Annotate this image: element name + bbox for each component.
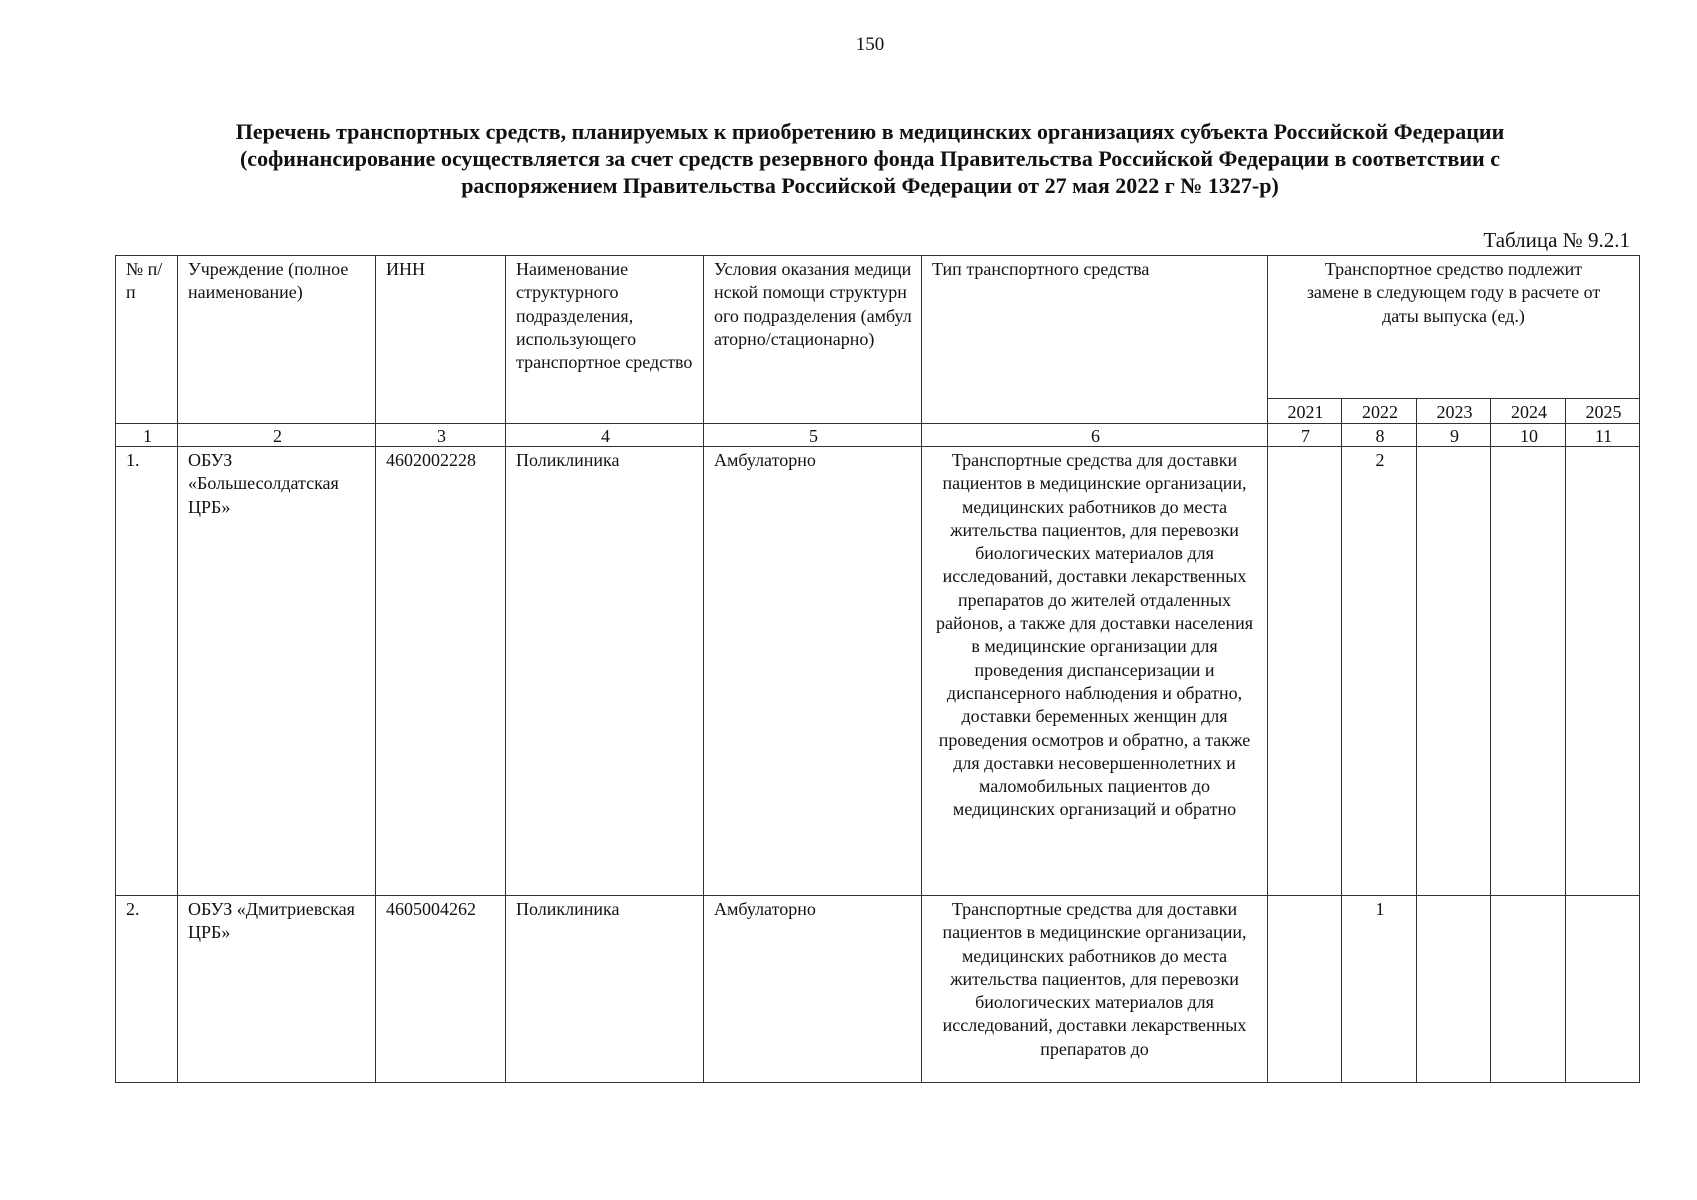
- row-conditions: Амбулаторно: [704, 447, 922, 896]
- column-number: 5: [704, 424, 922, 447]
- row-2024: [1491, 896, 1566, 1083]
- column-number: 3: [376, 424, 506, 447]
- document-title: [120, 118, 1620, 199]
- row-2023: [1417, 447, 1491, 896]
- column-number-row: [116, 424, 1640, 447]
- row-2024: [1491, 447, 1566, 896]
- column-number: 11: [1566, 424, 1640, 447]
- row-conditions: Амбулаторно: [704, 896, 922, 1083]
- header-year-2023: 2023: [1417, 399, 1491, 424]
- row-inn: 4602002228: [376, 447, 506, 896]
- column-number: 10: [1491, 424, 1566, 447]
- title-line-3: распоряжением Правительства Российской Федерации от 27 мая 2022 г № 1327-р): [461, 173, 1279, 198]
- column-number: 8: [1342, 424, 1417, 447]
- header-year-2021: 2021: [1268, 399, 1342, 424]
- column-number: 1: [116, 424, 178, 447]
- column-number: 4: [506, 424, 704, 447]
- row-2023: [1417, 896, 1491, 1083]
- row-num: 1.: [116, 447, 178, 896]
- row-unit: Поликлиника: [506, 896, 704, 1083]
- header-type: Тип транспортного средства: [922, 256, 1268, 424]
- row-2021: [1268, 896, 1342, 1083]
- header-year-2025: 2025: [1566, 399, 1640, 424]
- header-conditions: Условия оказания медицинской помощи структурного подразделения (амбулаторно/стационарно): [704, 256, 922, 424]
- row-2025: [1566, 896, 1640, 1083]
- table-row: [116, 896, 1640, 1083]
- title-line-2: (софинансирование осуществляется за счет средств резервного фонда Правительства Российской Федерации в соответствии с: [239, 146, 1500, 171]
- header-year-2022: 2022: [1342, 399, 1417, 424]
- vehicles-table: [115, 255, 1640, 1083]
- column-number: 9: [1417, 424, 1491, 447]
- row-org: ОБУЗ «Дмитриевская ЦРБ»: [178, 896, 376, 1083]
- header-row: [116, 256, 1640, 399]
- header-num: № п/п: [116, 256, 178, 424]
- header-org: Учреждение (полное наименование): [178, 256, 376, 424]
- row-2021: [1268, 447, 1342, 896]
- row-org: ОБУЗ «Большесолдатская ЦРБ»: [178, 447, 376, 896]
- page-number: 150: [855, 34, 885, 55]
- table-label: Таблица № 9.2.1: [1483, 228, 1630, 252]
- row-num: 2.: [116, 896, 178, 1083]
- row-unit: Поликлиника: [506, 447, 704, 896]
- column-number: 7: [1268, 424, 1342, 447]
- header-unit: Наименование структурного подразделения, использующего транспортное средство: [506, 256, 704, 424]
- header-year-2024: 2024: [1491, 399, 1566, 424]
- row-inn: 4605004262: [376, 896, 506, 1083]
- row-2022: 2: [1342, 447, 1417, 896]
- header-inn: ИНН: [376, 256, 506, 424]
- title-line-1: Перечень транспортных средств, планируемых к приобретению в медицинских организациях субъекта Российской Федерации: [235, 119, 1505, 144]
- row-2025: [1566, 447, 1640, 896]
- table-row: [116, 447, 1640, 896]
- row-type: Транспортные средства для доставки пациентов в медицинские организации, медицинских работников до места жительства пациентов, для перевозки биологических материалов для исследований, доставки лекарственных препаратов до: [922, 896, 1268, 1083]
- row-2022: 1: [1342, 896, 1417, 1083]
- header-replace: Транспортное средство подлежит замене в следующем году в расчете от даты выпуска (ед.): [1268, 256, 1640, 399]
- column-number: 2: [178, 424, 376, 447]
- column-number: 6: [922, 424, 1268, 447]
- row-type: Транспортные средства для доставки пациентов в медицинские организации, медицинских работников до места жительства пациентов, для перевозки биологических материалов для исследований, доставки лекарственных препаратов до жителей отдаленных районов, а также для доставки населения в медицинские организации для проведения диспансеризации и диспансерного наблюдения и обратно, доставки беременных женщин для проведения осмотров и обратно, а также для доставки несовершеннолетних и маломобильных пациентов до медицинских организаций и обратно: [922, 447, 1268, 896]
